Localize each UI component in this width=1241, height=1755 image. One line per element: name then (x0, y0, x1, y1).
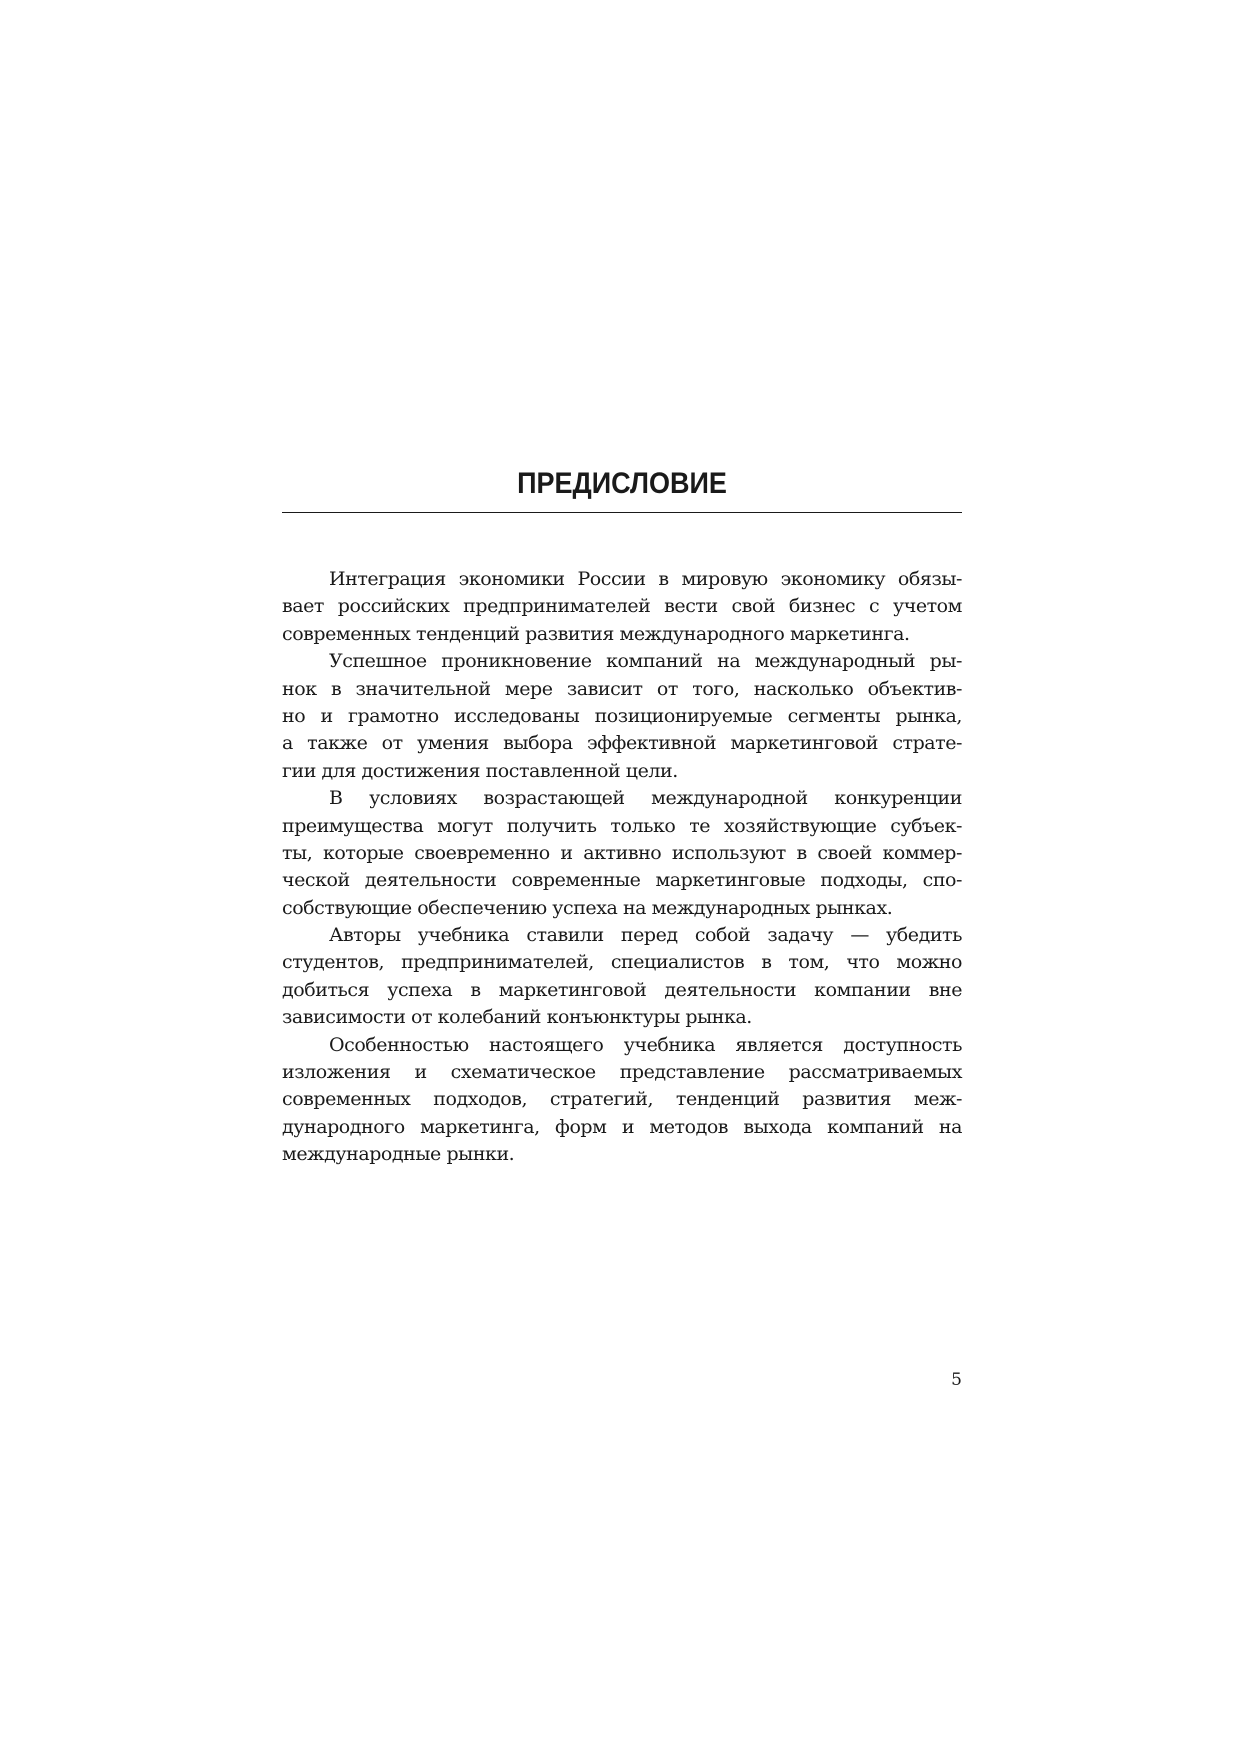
text-line: нок в значительной мере зависит от того, насколько объектив- (282, 677, 962, 700)
text-line: ты, которые своевременно и активно используют в своей коммер- (282, 841, 962, 864)
text-line: В условиях возрастающей международной конкуренции (329, 787, 962, 810)
text-line: вает российских предпринимателей вести свой бизнес с учетом (282, 595, 962, 618)
page-number: 5 (951, 1370, 962, 1390)
text-line: добиться успеха в маркетинговой деятельности компании вне (282, 978, 962, 1001)
text-line: Интеграция экономики России в мировую экономику обязы- (329, 568, 962, 590)
text-line: гии для достижения поставленной цели. (282, 759, 678, 782)
text-line: зависимости от колебаний конъюнктуры рынка. (282, 1006, 752, 1029)
page-title: ПРЕДИСЛОВИЕ (517, 467, 727, 500)
text-line: собствующие обеспечению успеха на международных рынках. (282, 896, 893, 919)
text-line: международные рынки. (282, 1143, 515, 1166)
text-line: дународного маркетинга, форм и методов выхода компаний на (282, 1115, 962, 1138)
paragraph-5 (282, 1032, 962, 1169)
paragraph-2 (282, 648, 962, 785)
preface-body (282, 566, 962, 1169)
text-line: ческой деятельности современные маркетинговые подходы, спо- (282, 869, 962, 892)
text-line: современных тенденций развития международного маркетинга. (282, 622, 910, 645)
text-line: преимущества могут получить только те хозяйствующие субъек- (282, 814, 962, 837)
text-line: современных подходов, стратегий, тенденций развития меж- (282, 1088, 962, 1111)
title-underline (282, 512, 962, 513)
paragraph-1 (282, 566, 962, 648)
text-line: а также от умения выбора эффективной маркетинговой страте- (282, 732, 962, 755)
text-line: Авторы учебника ставили перед собой задачу — убедить (329, 924, 962, 947)
paragraph-3 (282, 785, 962, 922)
paragraph-4 (282, 922, 962, 1032)
text-line: Особенностью настоящего учебника является доступность (329, 1033, 962, 1056)
text-line: студентов, предпринимателей, специалистов в том, что можно (282, 951, 962, 974)
text-line: но и грамотно исследованы позиционируемые сегменты рынка, (282, 704, 962, 727)
text-line: изложения и схематическое представление рассматриваемых (282, 1061, 962, 1084)
text-line: Успешное проникновение компаний на международный ры- (329, 650, 962, 673)
